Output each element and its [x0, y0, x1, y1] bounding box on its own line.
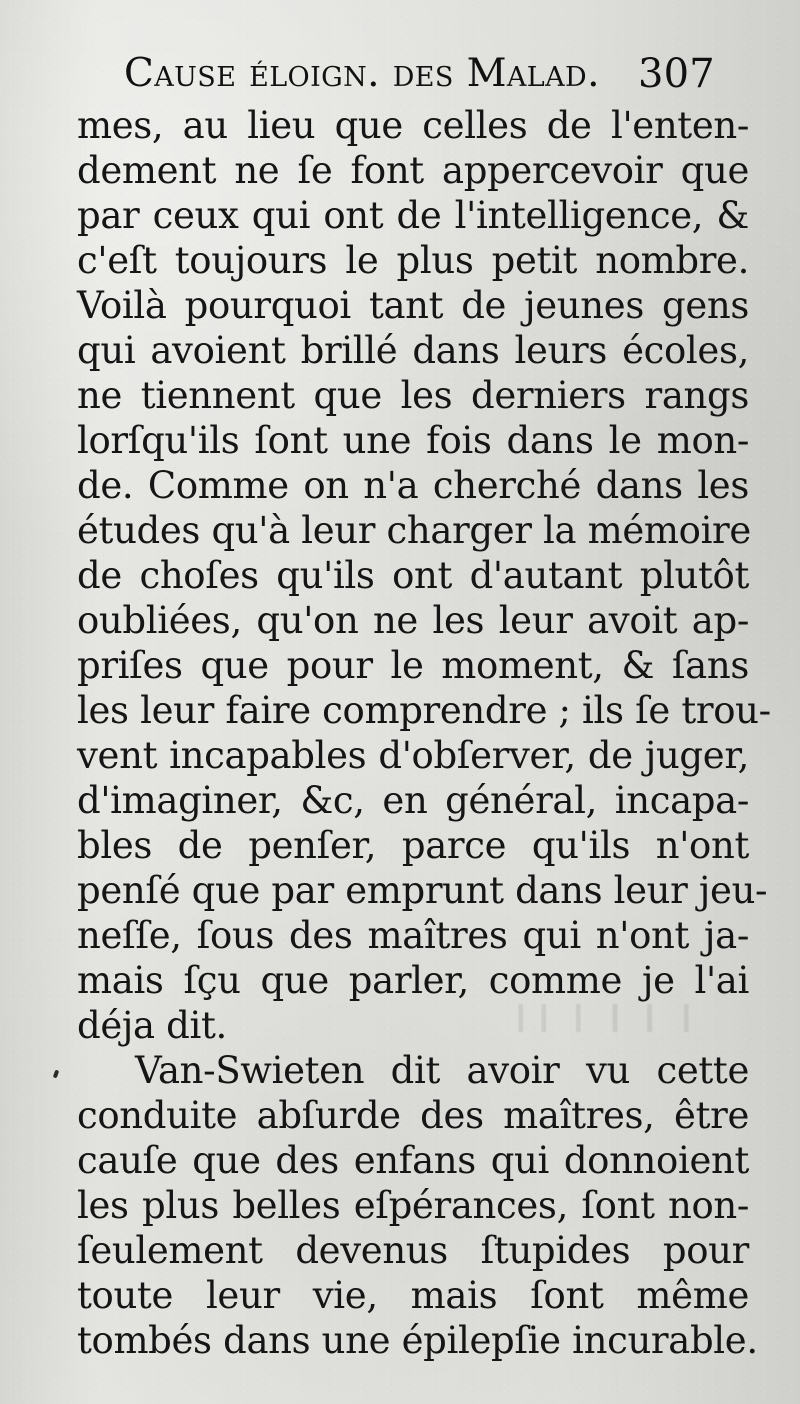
text-line: Voilà pourquoi tant de jeunes gens [77, 284, 749, 327]
text-line: priſes que pour le moment, & ſans [77, 644, 749, 687]
running-title: Cause éloign. des Malad. [124, 51, 600, 96]
text-line: de. Comme on n'a cherché dans les [77, 464, 749, 507]
text-line: les plus belles eſpérances, ſont non- [77, 1184, 749, 1227]
ink-speck [53, 1070, 59, 1079]
text-line: qui avoient brillé dans leurs écoles, [77, 329, 749, 372]
text-line: par ceux qui ont de l'intelligence, & [77, 194, 749, 237]
text-line: études qu'à leur charger la mémoire [77, 509, 751, 552]
show-through-texture [500, 1004, 730, 1032]
text-line: mais ſçu que parler, comme je l'ai [77, 959, 749, 1002]
text-line: neſſe, ſous des maîtres qui n'ont ja- [77, 914, 749, 957]
text-line: conduite abſurde des maîtres, être [77, 1094, 749, 1137]
text-line: d'imaginer, &c, en général, incapa- [77, 779, 749, 822]
text-line: lorſqu'ils ſont une fois dans le mon- [77, 419, 749, 462]
text-line: Van-Swieten dit avoir vu cette [135, 1049, 749, 1092]
text-line: dement ne ſe font appercevoir que [77, 149, 749, 192]
page-header [124, 48, 764, 100]
text-line: mes, au lieu que celles de l'enten- [77, 104, 749, 147]
text-line: penſé que par emprunt dans leur jeu- [77, 869, 768, 912]
text-line: de choſes qu'ils ont d'autant plutôt [77, 554, 749, 597]
text-line: ſeulement devenus ſtupides pour [77, 1229, 749, 1272]
page-text [77, 103, 771, 1362]
text-line: les leur faire comprendre ; ils ſe trou- [77, 689, 771, 732]
text-line: bles de penſer, parce qu'ils n'ont [77, 824, 749, 867]
text-line: ne tiennent que les derniers rangs [77, 374, 749, 417]
text-line: vent incapables d'obſerver, de juger, [77, 734, 749, 777]
text-line: c'eſt toujours le plus petit nombre. [77, 239, 749, 282]
text-line: cauſe que des enfans qui donnoient [77, 1139, 749, 1182]
page-number: 307 [638, 51, 715, 97]
text-line: tombés dans une épilepſie incurable. [77, 1319, 758, 1362]
text-line: toute leur vie, mais ſont même [77, 1274, 749, 1317]
text-line: oubliées, qu'on ne les leur avoit ap- [77, 599, 749, 642]
text-line: déja dit. [77, 1004, 227, 1047]
